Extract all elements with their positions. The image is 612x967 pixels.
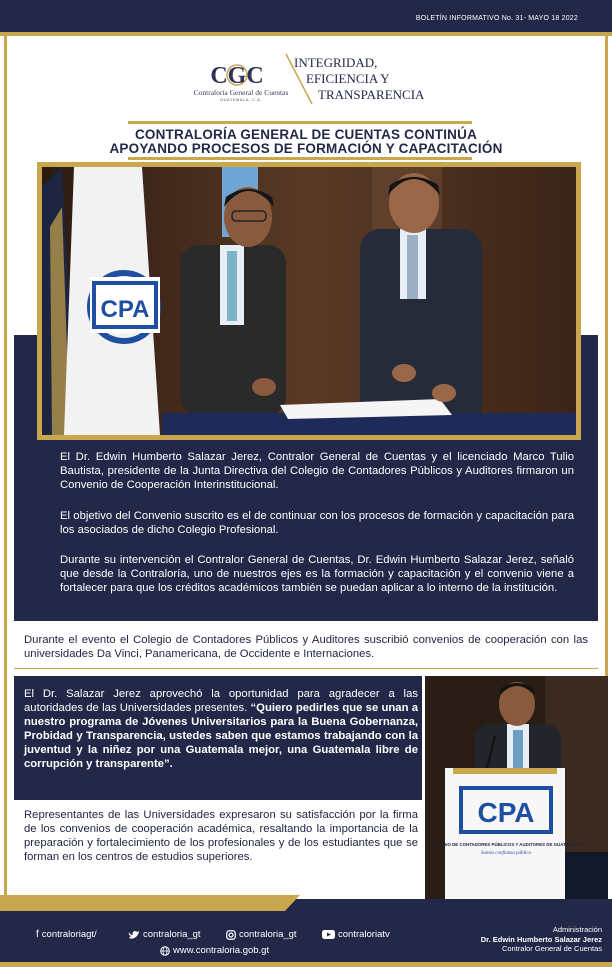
paragraph-4: Durante el evento el Colegio de Contadores Públicos y Auditores suscribió convenios de cooperación con las universidades Da Vinci, Panamericana, de Occidente e Internaciones.: [24, 634, 588, 660]
youtube-link[interactable]: [322, 929, 390, 940]
podium-subtitle: COLEGIO DE CONTADORES PÚBLICOS Y AUDITORES DE GUATEMALA: [430, 842, 582, 847]
podium-cpa-text: CPA: [477, 797, 535, 828]
globe-icon: [160, 946, 170, 956]
motto: [294, 55, 424, 103]
twitter-link[interactable]: [128, 929, 201, 940]
paragraph-2: El objetivo del Convenio suscrito es el de continuar con los procesos de formación y capacitación para los asociados de dicho Colegio Profesional.: [60, 510, 574, 536]
administration-block: [481, 925, 602, 954]
paragraph-5-intro: El Dr. Salazar Jerez aprovechó la oportunidad para agradecer a las autoridades de las Universidades presentes.: [24, 688, 418, 714]
paragraph-1: El Dr. Edwin Humberto Salazar Jerez, Contralor General de Cuentas y el licenciado Marco Tulio Bautista, presidente de la Junta Directiva del Colegio de Contadores Públicos y Auditores firmaron un Convenio de Cooperación Interinstitucional.: [60, 451, 574, 491]
signing-scene: [42, 167, 576, 435]
youtube-icon: [322, 930, 335, 939]
title-rule-top: [128, 121, 472, 124]
motto-line: INTEGRIDAD,: [294, 55, 378, 70]
website-link[interactable]: [160, 945, 269, 956]
speaker-photo: [425, 676, 608, 904]
title-line: CONTRALORÍA GENERAL DE CUENTAS CONTINÚA: [134, 127, 478, 142]
paragraph-5: [24, 687, 418, 771]
admin-label: Administración: [552, 925, 602, 934]
logo-name: Contraloría General de Cuentas: [193, 88, 289, 97]
admin-role: Contralor General de Cuentas: [501, 944, 602, 953]
bulletin-label: BOLETÍN INFORMATIVO No. 31- MAYO 18 2022: [415, 15, 578, 22]
paragraph-3: Durante su intervención el Contralor General de Cuentas, Dr. Edwin Humberto Salazar Jerez, señaló que desde la Contraloría, uno de nuestros ejes es la formación y capacitación y el convenio viene a fortalecer para que los créditos académicos también se puedan aplicar a lo interno de la institución.: [60, 554, 574, 594]
facebook-icon: f: [36, 928, 39, 940]
motto-line: EFICIENCIA Y: [306, 71, 390, 86]
admin-name: Dr. Edwin Humberto Salazar Jerez: [480, 934, 602, 944]
speaker-scene: [425, 676, 608, 904]
cgc-logo: [186, 60, 296, 104]
section-rule: [14, 668, 598, 669]
quote-text: “Quiero pedirles que se unan a nuestro programa de Jóvenes Universitarios para la Buena Gobernanza, Probidad y Transparencia, ustedes saben que estamos trabajando con la juventud y la niñez por una Guatemala mejor, una Guatemala libre de corrupción y transparente”.: [24, 702, 418, 770]
signing-photo: [37, 162, 581, 440]
twitter-handle: contraloria_gt: [143, 929, 201, 940]
motto-line: TRANSPARENCIA: [318, 87, 425, 102]
title-line: APOYANDO PROCESOS DE FORMACIÓN Y CAPACITACIÓN: [109, 141, 503, 156]
footer-bottom-rule: [0, 962, 612, 967]
instagram-link[interactable]: [226, 929, 297, 940]
website-url: www.contraloria.gob.gt: [173, 945, 270, 956]
instagram-handle: contraloria_gt: [239, 929, 297, 940]
title-rule-bottom: [128, 157, 472, 160]
instagram-icon: [226, 930, 236, 940]
youtube-handle: contraloriatv: [338, 929, 390, 940]
logo-mark-text: CGC: [210, 63, 264, 89]
footer-gold-strip: [0, 895, 300, 911]
page-title: [60, 128, 552, 156]
logo-subtitle: GUATEMALA, C.A.: [220, 97, 262, 102]
facebook-handle: contraloriagt/: [41, 929, 97, 940]
paragraph-6: Representantes de las Universidades expresaron su satisfacción por la firma de los convenios de cooperación académica, resaltando la importancia de la preparación y fortalecimiento de los profesionales y de los estudiantes que se forman en los centros de estudios superiores.: [24, 809, 418, 863]
twitter-icon: [128, 930, 140, 940]
podium-slogan: Somos confianza pública: [481, 851, 531, 856]
flag-cpa-text: CPA: [100, 296, 150, 323]
cgc-emblem-icon: [202, 60, 272, 90]
facebook-link[interactable]: [36, 929, 97, 940]
